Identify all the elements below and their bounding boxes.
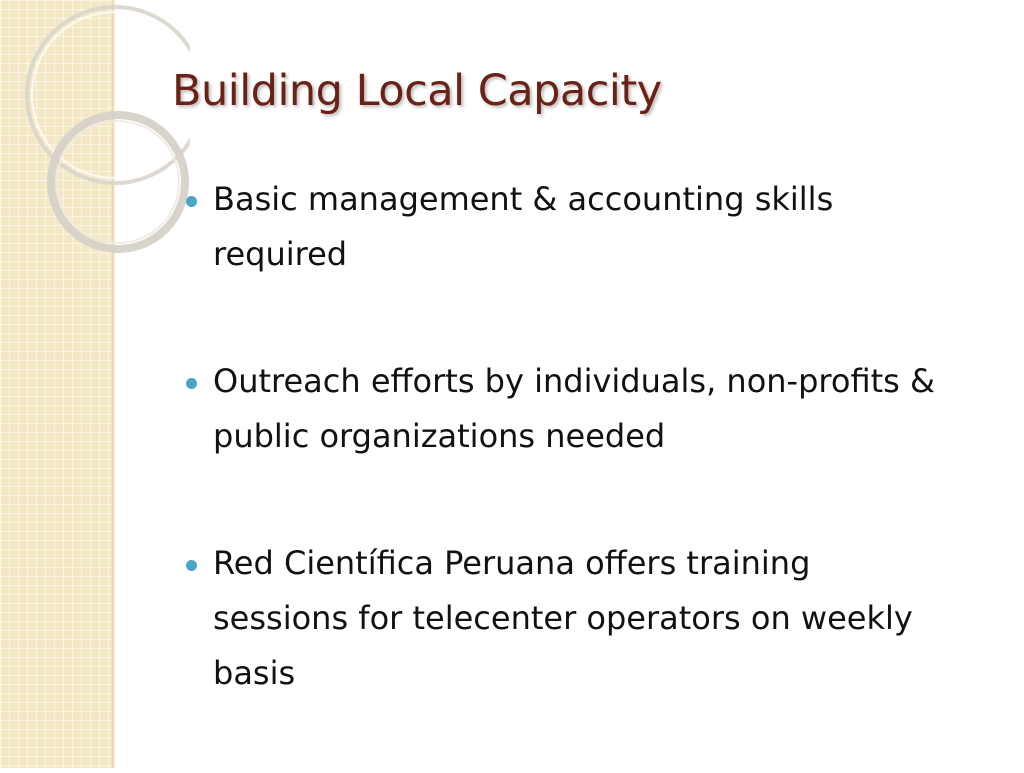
bullet-text: Basic management & accounting skills required: [213, 180, 834, 273]
bullet-item: [184, 536, 954, 701]
bullet-item: [184, 172, 954, 282]
decorative-rings: [0, 0, 190, 260]
bullet-dot-icon: [186, 378, 197, 389]
bullet-dot-icon: [186, 560, 197, 571]
bullet-dot-icon: [186, 196, 197, 207]
bullet-text: Red Científica Peruana offers training sessions for telecenter operators on weekly basis: [213, 544, 913, 692]
bullet-item: [184, 354, 954, 464]
slide-title: Building Local Capacity: [172, 66, 662, 116]
bullet-text: Outreach efforts by individuals, non-profits & public organizations needed: [213, 362, 935, 455]
ring-large: [27, 7, 190, 183]
bullet-list: [184, 172, 954, 773]
